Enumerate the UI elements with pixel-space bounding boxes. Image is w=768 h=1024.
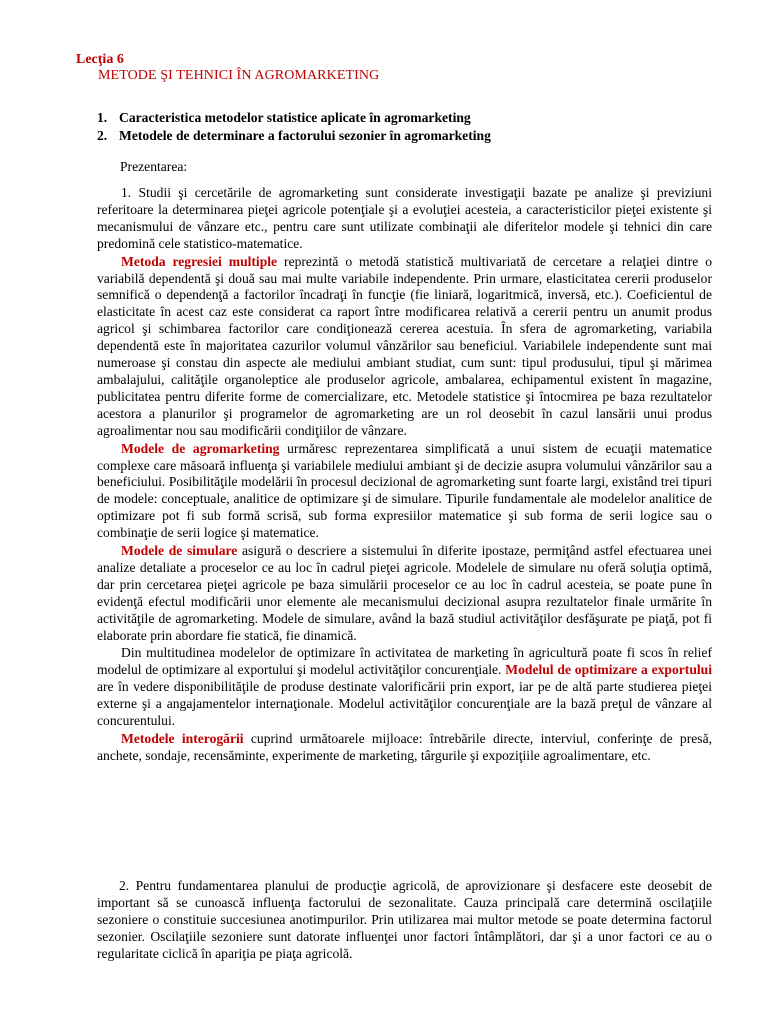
outline-item: [97, 109, 697, 127]
paragraph-text: Din multitudinea modelelor de optimizare în activitatea de marketing în agricultură poate fi scos în relief modelul de optimizare al exportului şi modelul activităţilor concurenţiale.: [97, 645, 712, 678]
interrogation-paragraph: [97, 731, 712, 765]
outline-item-text: Metodele de determinare a factorului sezonier în agromarketing: [119, 128, 491, 143]
paragraph-text: urmăresc reprezentarea simplificată a unui sistem de ecuaţii matematice complexe care măsoară influenţa şi variabilele mediului ambiant şi de decizie asupra volumului vânzărilor sau a beneficiului. Posibilităţile modelării în procesul decizional de agromarketing sunt foarte largi, existând trei tipuri de modele: conceptuale, analitice de optimizare şi de simulare. Tipurile fundamentale ale modelelor analitice de optimizare pot fi sub formă scrisă, sub forma expresiilor matematice şi sub forma de serii logice sau o combinaţie de serii logice şi matematice.: [97, 440, 712, 541]
seasonality-paragraph: 2. Pentru fundamentarea planului de producţie agricolă, de aprovizionare şi desfacere este deosebit de important să se cunoască influenţa factorului de sezonalitate. Cauza principală care determină oscilaţiile sezoniere o constituie succesiunea anotimpurilor. Prin utilizarea mai multor metode se poate determina factorul sezonier. Oscilaţiile sezoniere sunt datorate influenţei unor factori întâmplători, dar şi a unor factori ce au o regularitate ciclică în apariţia pe piaţa agricolă.: [97, 878, 712, 961]
term-highlight: Modele de simulare: [121, 543, 238, 559]
section-1-text: [97, 185, 712, 765]
presentation-label: Prezentarea:: [120, 159, 188, 174]
section-2-text: [97, 878, 712, 963]
term-highlight: Metodele interogării: [121, 731, 244, 746]
paragraph-text: are în vedere disponibilităţile de produse destinate valorificării prin export, iar pe de altă parte studierea pieţei externe şi a angajamentelor internaţionale. Modelul activităţilor concurenţiale are la bază preţul de vânzare al concurentului.: [97, 679, 712, 729]
paragraph-text: reprezintă o metodă statistică multivariată de cercetare a relaţiei dintre o variabilă dependentă şi două sau mai multe variabile independente. Prin urmare, elasticitatea cererii produselor semnifică o dependenţă a factorilor încadraţi în funcţie (fie liniară, logaritmică, inversă, etc.). Coeficientul de elasticitate în acest caz este considerat ca raport între modificarea relativă a cererii pentru un anumit produs agricol şi schimbarea factorilor care condiţionează cererea acestuia. În sfera de agromarketing, variabila dependentă este în majoritatea cazurilor volumul vânzărilor sau beneficiul. Variabilele independente sunt mai numeroase şi constau din aspecte ale mediului ambiant studiat, cum sunt: tipul produsului, tipul şi mărimea ambalajului, calităţile organoleptice ale produselor agricole, ambalarea, echipamentul existent în magazine, publicitatea pentru diferite forme de comercializare, etc. Metodele statistice şi întocmirea pe baza rezultatelor acestora a planurilor şi programelor de agromarketing are un rol deosebit în cazul lansării unui produs agroalimentar nou sau modificării condiţiilor de vânzare.: [97, 253, 713, 438]
regression-paragraph: [97, 254, 712, 440]
term-highlight: Modelul de optimizare a exportului: [505, 662, 712, 678]
models-paragraph: [97, 441, 712, 542]
paragraph-text: asigură o descriere a sistemului în diferite ipostaze, permiţând astfel efectuarea unei analize detaliate a proceselor ce au loc în cadrul pieţei agricole. Modelele de simulare nu oferă soluţia optimă, dar prin cercetarea pieţei agricole pe baza simulării proceselor ce au loc în cadrul acesteia, se poate pune în evidenţă efectul modificării unor elemente ale mecanismului decizional asupra rezultatelor finale urmărite în activităţile de agromarketing. Modele de simulare, având la bază studiul activităţilor desfăşurate pe piaţă, pot fi elaborate prin abordare fie statică, fie dinamică.: [97, 543, 712, 643]
paragraph-text: cuprind următoarele mijloace: întrebările directe, interviul, conferinţe de presă, anchete, sondaje, recensăminte, experimente de marketing, târgurile şi expoziţiile agroalimentare, etc.: [97, 731, 712, 763]
term-highlight: Modele de agromarketing: [121, 440, 280, 456]
outline-item: [97, 127, 697, 145]
lesson-number: Lecţia 6: [76, 52, 124, 67]
outline-item-number: 1.: [97, 110, 108, 125]
simulation-paragraph: [97, 543, 712, 644]
lesson-outline: [97, 109, 697, 145]
outline-item-number: 2.: [97, 128, 108, 143]
outline-item-text: Caracteristica metodelor statistice aplicate în agromarketing: [119, 110, 471, 125]
intro-paragraph: 1. Studii şi cercetările de agromarketing sunt considerate investigaţii bazate pe analize şi previziuni referitoare la determinarea pieţei agricole potenţiale şi a evoluţiei acesteia, a caracteristicilor pieţei existente şi mecanismului de vânzare etc., pentru care sunt utilizate combinaţii ale diferitelor modele şi tehnici din care predomină cele statistico-matematice.: [97, 185, 712, 251]
lesson-title: METODE ŞI TEHNICI ÎN AGROMARKETING: [98, 68, 380, 83]
optimization-paragraph: [97, 645, 712, 730]
term-highlight: Metoda regresiei multiple: [121, 253, 278, 269]
